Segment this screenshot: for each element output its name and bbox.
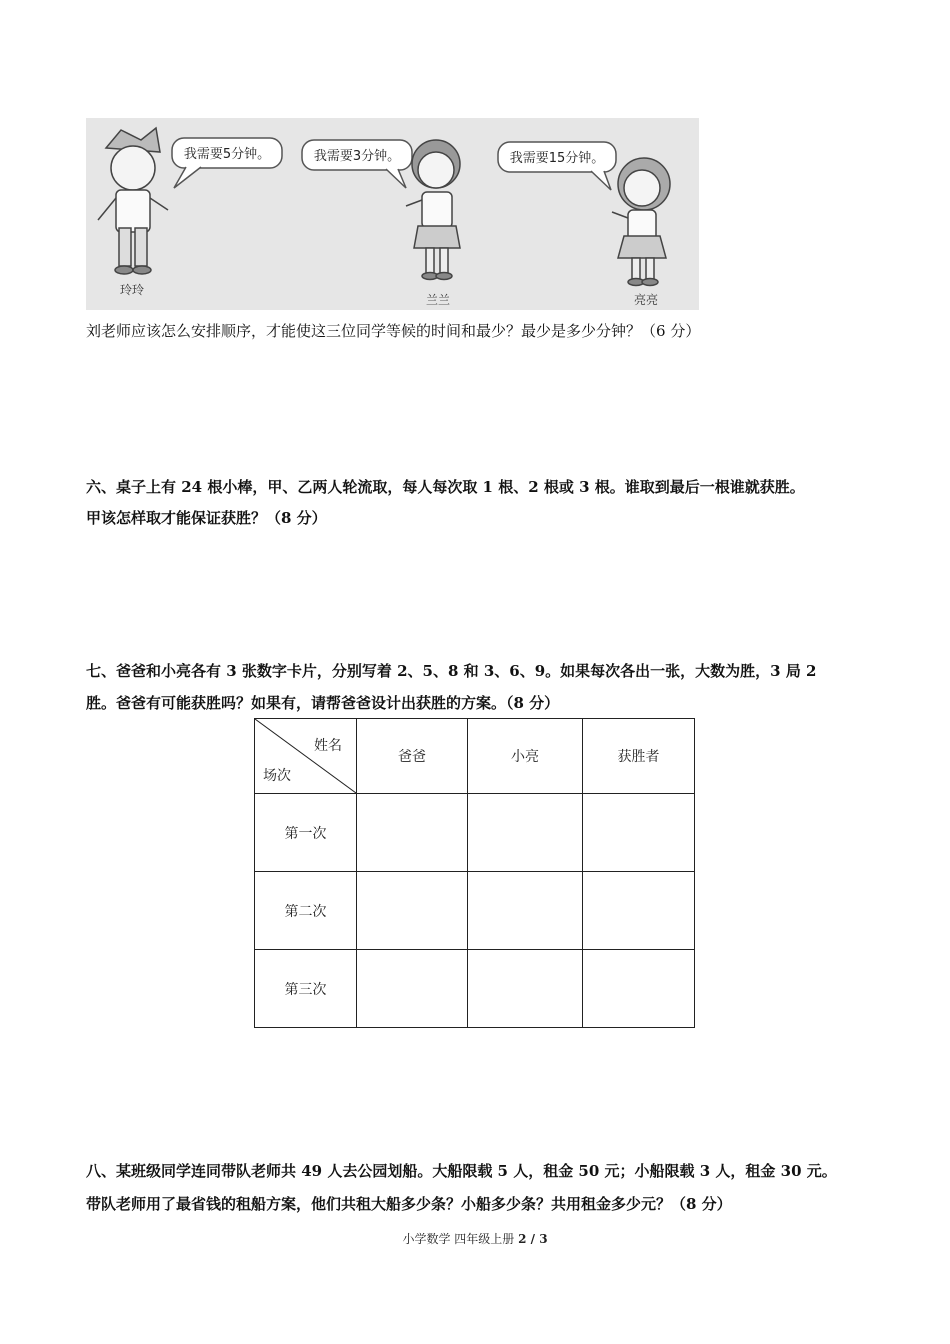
row-label: 第一次 [255,794,357,872]
answer-cell[interactable] [468,872,583,950]
row-label: 第三次 [255,950,357,1028]
question-7-line-1: 七、爸爸和小亮各有 3 张数字卡片，分别写着 2、5、8 和 3、6、9。如果每次各出一张，大数为胜，3 局 2 [86,662,817,680]
speech-bubble-1 [172,138,282,188]
answer-cell[interactable] [468,950,583,1028]
question-8-line-1: 八、某班级同学连同带队老师共 49 人去公园划船。大船限载 5 人，租金 50 元；小船限载 3 人，租金 30 元。 [86,1162,837,1180]
name-label-1: 玲玲 [119,283,145,297]
answer-cell[interactable] [357,872,468,950]
table-header-row [255,719,695,794]
footer-subject: 小学数学 [402,1232,451,1246]
speech-bubble-2 [302,140,412,188]
bubble-text-2: 我需要3分钟。 [313,149,401,164]
question-7-line-2: 胜。爸爸有可能获胜吗？如果有，请帮爸爸设计出获胜的方案。（8 分） [86,694,560,712]
bubble-text-3: 我需要15分钟。 [509,151,605,166]
corner-top-label: 姓名 [314,738,342,754]
question-6-line-1: 六、桌子上有 24 根小棒，甲、乙两人轮流取，每人每次取 1 根、2 根或 3 根。谁取到最后一根谁就获胜。 [86,478,805,496]
illustration [86,118,699,310]
answer-cell[interactable] [468,794,583,872]
answer-cell[interactable] [583,872,695,950]
page-footer [0,1230,950,1247]
corner-bottom-label: 场次 [263,768,291,784]
question-6-line-2: 甲该怎样取才能保证获胜？（8 分） [86,509,327,527]
header-cell-xiaoliang: 小亮 [468,719,583,794]
table-row [255,872,695,950]
girl-figure-1 [406,140,460,280]
name-label-2: 兰兰 [425,293,451,307]
diagonal-header-cell [255,719,357,794]
answer-cell[interactable] [357,794,468,872]
answer-cell[interactable] [583,794,695,872]
footer-page-number: 2 / 3 [518,1232,548,1246]
speech-bubble-3 [498,142,616,190]
footer-grade: 四年级上册 [454,1232,515,1246]
answer-cell[interactable] [357,950,468,1028]
match-table [254,718,695,1028]
question-8-line-2: 带队老师用了最省钱的租船方案，他们共租大船多少条？小船多少条？共用租金多少元？（8 分） [86,1195,732,1213]
row-label: 第二次 [255,872,357,950]
question-5-tail: 刘老师应该怎么安排顺序，才能使这三位同学等候的时间和最少？最少是多少分钟？（6 分） [86,322,701,340]
header-cell-dad: 爸爸 [357,719,468,794]
table-row [255,794,695,872]
name-label-3: 亮亮 [633,293,659,307]
girl-figure-2 [612,158,670,286]
answer-cell[interactable] [583,950,695,1028]
header-cell-winner: 获胜者 [583,719,695,794]
boy-figure [98,128,168,274]
table-row [255,950,695,1028]
students-illustration [86,118,699,310]
bubble-text-1: 我需要5分钟。 [183,147,271,162]
